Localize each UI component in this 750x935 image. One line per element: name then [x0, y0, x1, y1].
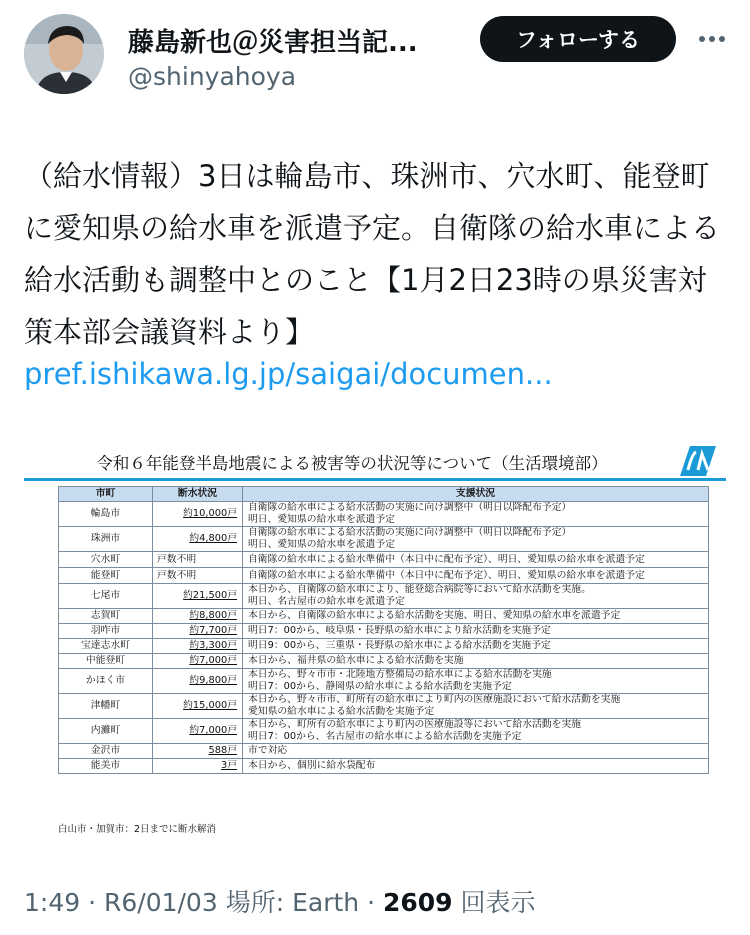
- support-line: 本日から、町所有の給水車により町内の医療施設等において給水活動を実施: [248, 719, 582, 731]
- support-line: 本日から、野々市市、町所有の給水車により町内の医療施設において給水活動を実施: [248, 694, 621, 706]
- support-line: 自衛隊の給水車による給水活動の実施に向け調整中（明日以降配布予定）: [248, 502, 572, 514]
- water-outage-cell: 約8,800戸: [153, 609, 243, 624]
- support-line: 明日7：00から、岐阜県・長野県の給水車により給水活動を実施予定: [248, 625, 551, 637]
- city-cell: 宝達志水町: [59, 639, 153, 654]
- ishikawa-logo-icon: [676, 440, 722, 478]
- water-outage-cell: 約10,000戸: [153, 502, 243, 527]
- support-line: 明日7：00から、名古屋市の給水車による給水活動を実施予定: [248, 731, 522, 742]
- support-line: 明日、愛知県の給水車を派遣予定: [248, 514, 395, 525]
- view-count: 2609: [382, 888, 453, 917]
- water-outage-cell: 約7,000戸: [153, 654, 243, 669]
- support-cell: [243, 609, 709, 624]
- support-line: 本日から、自衛隊の給水車による給水活動を実施、明日、愛知県の給水車を派遣予定: [248, 610, 621, 622]
- support-line: 本日から、自衛隊の給水車により、能登総合病院等において給水活動を実施。: [248, 584, 591, 596]
- support-line: 明日7：00から、静岡県の給水車による給水活動を実施予定: [248, 681, 512, 692]
- city-cell: 金沢市: [59, 744, 153, 759]
- support-cell: [243, 584, 709, 609]
- table-row: [59, 719, 709, 744]
- header-city: 市町: [59, 487, 153, 502]
- water-outage-cell: 約7,000戸: [153, 719, 243, 744]
- tweet-meta: [24, 883, 536, 919]
- city-cell: かほく市: [59, 669, 153, 694]
- city-cell: 内灘町: [59, 719, 153, 744]
- support-line: 本日から、個別に給水袋配布: [248, 760, 376, 772]
- support-line: 愛知県の給水車による給水活動を実施予定: [248, 706, 435, 717]
- table-row: [59, 744, 709, 759]
- support-cell: [243, 552, 709, 568]
- table-row: [59, 609, 709, 624]
- support-cell: [243, 744, 709, 759]
- city-cell: 能美市: [59, 759, 153, 774]
- table-row: [59, 502, 709, 527]
- table-body: [59, 502, 709, 774]
- support-line: 明日、名古屋市の給水車を派遣予定: [248, 596, 405, 607]
- city-cell: 七尾市: [59, 584, 153, 609]
- city-cell: 能登町: [59, 568, 153, 584]
- document-title: 令和６年能登半島地震による被害等の状況等について（生活環境部）: [96, 454, 608, 473]
- city-cell: 志賀町: [59, 609, 153, 624]
- tweet-date[interactable]: R6/01/03: [104, 888, 218, 917]
- view-count-label: 回表示: [460, 888, 536, 917]
- water-supply-table: [58, 486, 709, 774]
- city-cell: 中能登町: [59, 654, 153, 669]
- attached-document-image[interactable]: [24, 432, 726, 837]
- city-cell: 穴水町: [59, 552, 153, 568]
- table-row: [59, 669, 709, 694]
- table-row: [59, 624, 709, 639]
- support-cell: [243, 669, 709, 694]
- water-outage-cell: 588戸: [153, 744, 243, 759]
- support-line: 明日、愛知県の給水車を派遣予定: [248, 539, 395, 550]
- tweet-time[interactable]: 1:49: [24, 888, 81, 917]
- more-dot: [699, 36, 705, 42]
- city-cell: 津幡町: [59, 694, 153, 719]
- table-row: [59, 584, 709, 609]
- support-line: 市で対応: [248, 745, 288, 757]
- tweet-location: 場所: Earth: [225, 888, 360, 917]
- document-rule: [24, 478, 726, 481]
- meta-separator: ·: [367, 888, 383, 917]
- table-row: [59, 568, 709, 584]
- user-handle[interactable]: @shinyahoya: [128, 62, 297, 91]
- support-line: 自衛隊の給水車による給水準備中（本日中に配布予定）、明日、愛知県の給水車を派遣予定: [248, 553, 645, 565]
- table-row: [59, 639, 709, 654]
- header-support: 支援状況: [243, 487, 709, 502]
- city-cell: 珠洲市: [59, 527, 153, 552]
- support-line: 自衛隊の給水車による給水準備中（本日中に配布予定）、明日、愛知県の給水車を派遣予定: [248, 569, 645, 581]
- document-footnote: 白山市・加賀市：2日までに断水解消: [58, 824, 217, 835]
- water-outage-cell: 戸数不明: [153, 552, 243, 568]
- more-dot: [709, 36, 715, 42]
- table-header-row: [59, 487, 709, 502]
- document-header: [24, 432, 726, 478]
- table-row: [59, 694, 709, 719]
- water-outage-cell: 約21,500戸: [153, 584, 243, 609]
- follow-button[interactable]: フォローする: [480, 16, 676, 62]
- more-dot: [719, 36, 725, 42]
- support-cell: [243, 639, 709, 654]
- water-outage-cell: 約9,800戸: [153, 669, 243, 694]
- support-cell: [243, 654, 709, 669]
- table-row: [59, 552, 709, 568]
- support-cell: [243, 719, 709, 744]
- display-name[interactable]: 藤島新也＠災害担当記...: [128, 28, 418, 58]
- water-outage-cell: 戸数不明: [153, 568, 243, 584]
- support-cell: [243, 568, 709, 584]
- support-cell: [243, 624, 709, 639]
- water-outage-cell: 約15,000戸: [153, 694, 243, 719]
- avatar[interactable]: [24, 14, 104, 94]
- water-outage-cell: 約3,300戸: [153, 639, 243, 654]
- support-line: 明日9：00から、三重県・長野県の給水車による給水活動を実施予定: [248, 640, 551, 652]
- header-status: 断水状況: [153, 487, 243, 502]
- support-cell: [243, 694, 709, 719]
- more-options-icon[interactable]: [692, 22, 732, 56]
- support-cell: [243, 759, 709, 774]
- water-outage-cell: 3戸: [153, 759, 243, 774]
- tweet-text: （給水情報）3日は輪島市、珠洲市、穴水町、能登町に愛知県の給水車を派遣予定。自衛隊の給水車による給水活動も調整中とのこと【1月2日23時の県災害対策本部会議資料より】: [24, 159, 721, 349]
- water-outage-cell: 約7,700戸: [153, 624, 243, 639]
- water-outage-cell: 約4,800戸: [153, 527, 243, 552]
- city-cell: 羽咋市: [59, 624, 153, 639]
- support-cell: [243, 502, 709, 527]
- support-line: 自衛隊の給水車による給水活動の実施に向け調整中（明日以降配布予定）: [248, 527, 572, 539]
- support-line: 本日から、野々市市・北陸地方整備局の給水車による給水活動を実施: [248, 669, 552, 681]
- meta-separator: ·: [88, 888, 104, 917]
- support-cell: [243, 527, 709, 552]
- city-cell: 輪島市: [59, 502, 153, 527]
- table-row: [59, 759, 709, 774]
- tweet-header: [0, 0, 750, 110]
- table-row: [59, 654, 709, 669]
- support-line: 本日から、福井県の給水車による給水活動を実施: [248, 655, 464, 667]
- tweet-link[interactable]: pref.ishikawa.lg.jp/saigai/documen...: [24, 357, 553, 391]
- table-row: [59, 527, 709, 552]
